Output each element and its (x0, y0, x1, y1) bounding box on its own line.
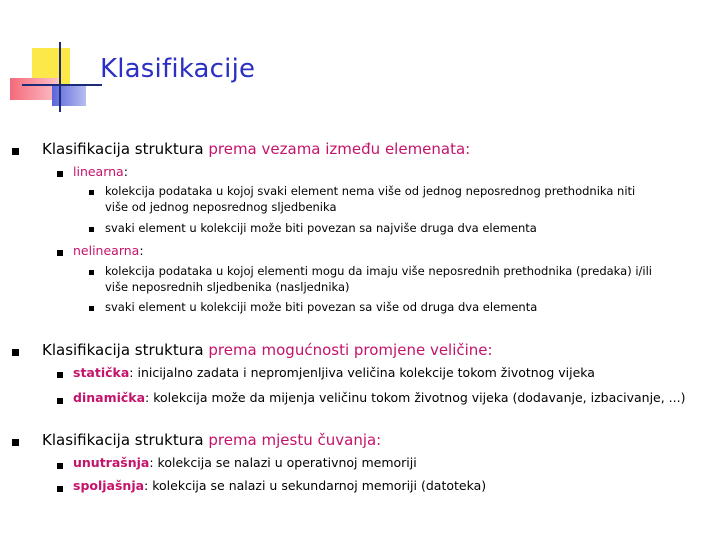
sub-item-text: kolekcija podataka u kojoj elementi mogu da imaju više neposrednih prethodnika (predaka) i/ili (105, 264, 652, 278)
logo-vertical-line (59, 42, 61, 112)
section-bullet (12, 349, 19, 356)
item-term: linearna (73, 164, 124, 179)
sub-item-text: kolekcija podataka u kojoj svaki element nema više od jednog neposrednog prethodnika niti (105, 184, 636, 198)
item-bullet (57, 398, 63, 404)
item-bullet (57, 486, 63, 492)
sub-bullet (89, 190, 94, 195)
item-term: spoljašnja (73, 478, 145, 493)
item-staticka (73, 365, 595, 380)
section-emphasis: prema vezama između elemenata: (208, 140, 471, 158)
slide-title: Klasifikacije (100, 54, 256, 84)
item-rest: : kolekcija se nalazi u operativnoj memoriji (149, 455, 417, 470)
sub-item-text: svaki element u kolekciji može biti povezan sa najviše druga dva elementa (105, 221, 537, 235)
logo-red-bar (10, 78, 58, 100)
item-bullet (57, 250, 63, 256)
section-heading-1 (42, 140, 470, 158)
section-heading-3 (42, 431, 381, 449)
sub-bullet (89, 270, 94, 275)
item-term: unutrašnja (73, 455, 150, 470)
item-bullet (57, 372, 63, 378)
item-term: dinamička (73, 390, 146, 405)
section-lead: Klasifikacija struktura (42, 341, 209, 359)
item-dinamicka (73, 390, 685, 405)
item-spoljasnja (73, 478, 486, 493)
section-emphasis: prema mjestu čuvanja: (208, 431, 382, 449)
item-linearna (73, 164, 128, 179)
sub-item-text: svaki element u kolekciji može biti povezan sa više od druga dva elementa (105, 300, 538, 314)
item-rest: : (123, 164, 128, 179)
item-term: statička (73, 365, 130, 380)
item-rest: : inicijalno zadata i nepromjenljiva veličina kolekcije tokom životnog vijeka (129, 365, 595, 380)
item-rest: : kolekcija može da mijenja veličinu tokom životnog vijeka (dodavanje, izbacivanje, ...) (145, 390, 686, 405)
logo-blue-bar (52, 86, 86, 106)
item-bullet (57, 463, 63, 469)
section-bullet (12, 148, 19, 155)
section-lead: Klasifikacija struktura (42, 431, 209, 449)
section-lead: Klasifikacija struktura (42, 140, 209, 158)
section-bullet (12, 439, 19, 446)
item-rest: : (139, 243, 144, 258)
slide-logo-decoration (0, 0, 100, 115)
sub-item-text-continued: više od jednog neposrednog sljedbenika (105, 200, 337, 214)
item-bullet (57, 171, 63, 177)
item-term: nelinearna (73, 243, 140, 258)
section-emphasis: prema mogućnosti promjene veličine: (208, 341, 493, 359)
item-rest: : kolekcija se nalazi u sekundarnoj memoriji (datoteka) (144, 478, 487, 493)
item-unutrasnja (73, 455, 417, 470)
item-nelinearna (73, 243, 144, 258)
sub-bullet (89, 227, 94, 232)
section-heading-2 (42, 341, 493, 359)
logo-horizontal-line (22, 84, 102, 86)
sub-item-text-continued: više neposrednih sljedbenika (nasljednika) (105, 280, 350, 294)
sub-bullet (89, 306, 94, 311)
